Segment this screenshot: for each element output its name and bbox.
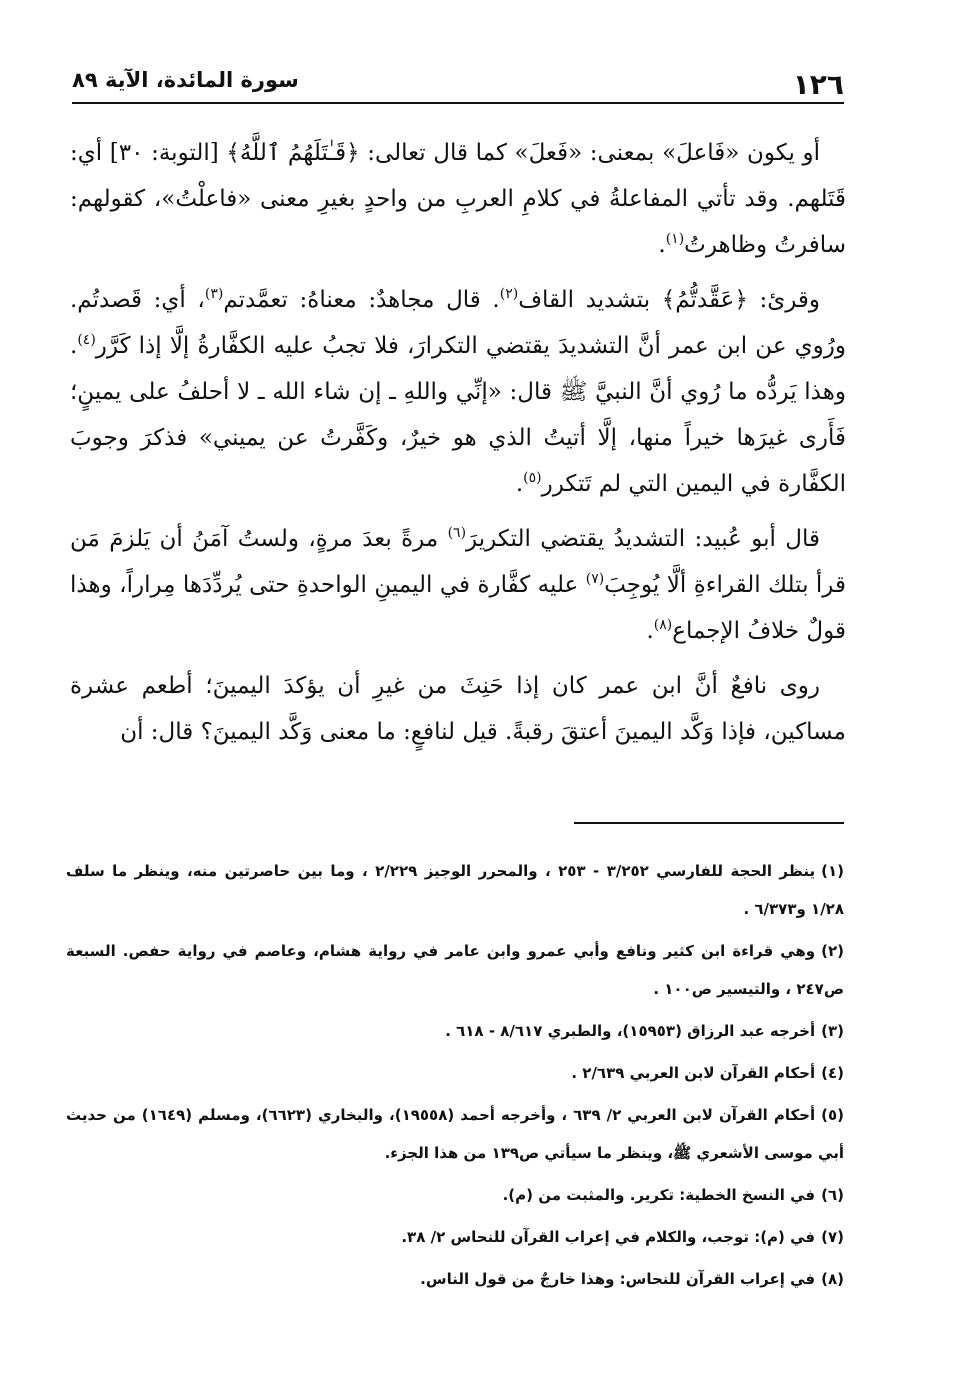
footnote-text: أحكام القرآن لابن العربي ٢/٦٣٩ . [571, 1064, 816, 1082]
footnote-number: (٦) [821, 1186, 844, 1204]
main-text [70, 130, 846, 764]
paragraph-text: ، أي: قَصدتُم. ورُوي عن ابن عمر أنَّ التشديدَ يقتضي التكرارَ، فلا تجبُ عليه الكفَّارةُ إلَّا إذا كَرَّر [70, 287, 846, 359]
footnote-ref: (١) [665, 231, 685, 247]
running-head: سورة المائدة، الآية ٨٩ [72, 68, 299, 92]
footnote-ref: (٧) [585, 571, 605, 587]
footnote [66, 932, 844, 1008]
footnote-number: (٤) [821, 1064, 844, 1082]
paragraph-text: روى نافعٌ أنَّ ابن عمر كان إذا حَنِثَ من غيرِ أن يؤكدَ اليمينَ؛ أطعم عشرة مساكين، فإذا وَكَّد اليمينَ أعتقَ رقبةً. قيل لنافعٍ: ما معنى وَكَّد اليمينَ؟ قال: أن [70, 673, 846, 745]
paragraph-text: وقرئ: ﴿عَقَّدتُّمُ﴾ بتشديد القاف [518, 287, 820, 313]
footnote [66, 1054, 844, 1092]
footnote-ref: (٢) [499, 286, 519, 302]
footnote-number: (٨) [821, 1270, 844, 1288]
footnote-text: في إعراب القرآن للنحاس: وهذا خارجٌ من قول الناس. [420, 1270, 816, 1288]
paragraph-text: أو يكون «فَاعلَ» بمعنى: «فَعلَ» كما قال تعالى: ﴿قَـٰتَلَهُمُ ٱللَّهُ﴾ [التوبة: ٣٠] أي: قَتَلهم. وقد تأتي المفاعلةُ في كلامِ العربِ من واحدٍ بغيرِ معنى «فاعلْتُ»، كقولهم: سافرتُ وظاهرتُ [70, 140, 846, 258]
paragraph-4 [70, 663, 846, 755]
footnotes [66, 852, 844, 1302]
footnote-text: وهي قراءة ابن كثير ونافع وأبي عمرو وابن عامر في رواية هشام، وعاصم في رواية حفص. السبعة ص٢٤٧ ، والتيسير ص١٠٠ . [66, 942, 844, 998]
paragraph-text: . [515, 471, 524, 497]
footnote [66, 1012, 844, 1050]
footnote-text: أحكام القرآن لابن العربي ٢/ ٦٣٩ ، وأخرجه أحمد (١٩٥٥٨)، والبخاري (٦٦٢٣)، ومسلم (١٦٤٩) من حديث أبي موسى الأشعري ﷺ، وينظر ما سيأتي ص١٣٩ من هذا الجزء. [66, 1106, 844, 1162]
footnote-separator [574, 822, 844, 824]
paragraph-2 [70, 277, 846, 507]
paragraph-text: . وهذا يَردُّه ما رُوي أنَّ النبيَّ ﷺ قال: «إنِّي واللهِ ـ إن شاء الله ـ لا أحلفُ على يمينٍ؛ فَأَرى غيرَها خيراً منها، إلَّا أتيتُ الذي هو خيرٌ، وكَفَّرتُ عن يميني» فذكرَ وجوبَ الكفَّارة في اليمين التي لم تَتكرر [70, 333, 846, 497]
footnote-text: في النسخ الخطية: تكرير. والمثبت من (م). [502, 1186, 816, 1204]
paragraph-text: . قال مجاهدٌ: معناهُ: تعمَّدتم [223, 287, 500, 313]
paragraph-text: . [658, 232, 666, 258]
header-rule [72, 102, 844, 104]
paragraph-text: عليه كفَّارة في اليمينِ الواحدةِ حتى يُردِّدَها مِراراً، وهذا قولٌ خلافُ الإجماع [70, 572, 846, 644]
footnote-text: ينظر الحجة للفارسي ٣/٢٥٢ - ٢٥٣ ، والمحرر الوجيز ٢/٢٢٩ ، وما بين حاصرتين منه، وينظر ما سلف ١/٢٨ و٦/٣٧٣ . [66, 862, 844, 918]
paragraph-text: قال أبو عُبيد: التشديدُ يقتضي التكريرَ [466, 526, 821, 552]
footnote-number: (٣) [821, 1022, 844, 1040]
paragraph-1 [70, 130, 846, 268]
page-header [72, 62, 844, 102]
footnote-text: أخرجه عبد الرزاق (١٥٩٥٣)، والطبري ٨/٦١٧ - ٦١٨ . [445, 1022, 816, 1040]
footnote-ref: (٥) [523, 470, 542, 486]
footnote-ref: (٤) [77, 332, 96, 348]
footnote-ref: (٨) [653, 617, 673, 633]
footnote-text: في (م): توجب، والكلام في إعراب القرآن للنحاس ٢/ ٣٨. [401, 1228, 816, 1246]
footnote-number: (٥) [821, 1106, 845, 1124]
footnote-number: (٢) [821, 942, 844, 960]
footnote [66, 852, 844, 928]
footnote [66, 1260, 844, 1298]
paragraph-3 [70, 516, 846, 654]
page-number: ١٢٦ [792, 68, 844, 101]
footnote-number: (١) [821, 862, 844, 880]
footnote-number: (٧) [821, 1228, 844, 1246]
paragraph-text: . [646, 618, 654, 644]
footnote [66, 1176, 844, 1214]
footnote [66, 1218, 844, 1256]
paragraph-text: مرةً بعدَ مرةٍ، ولستُ آمَنُ أن يَلزمَ مَن قرأ بتلك القراءةِ ألَّا يُوجِبَ [70, 526, 846, 598]
footnote [66, 1096, 844, 1172]
footnote-ref: (٦) [447, 525, 467, 541]
footnote-ref: (٣) [204, 286, 224, 302]
